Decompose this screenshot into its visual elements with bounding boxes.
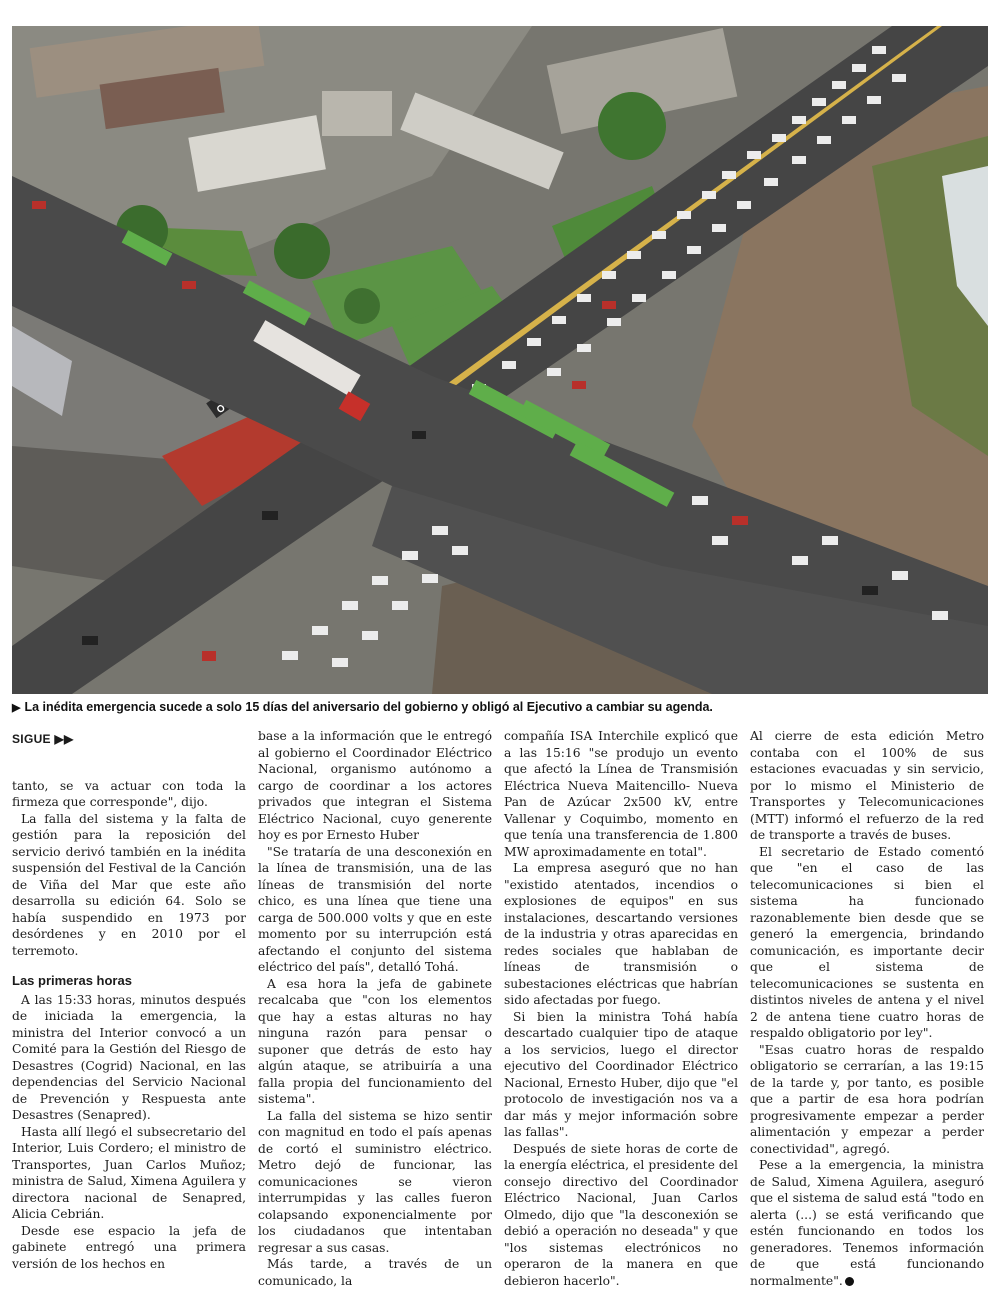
paragraph: "Se trataría de una desconexión en la línea de transmisión, una de las líneas de transmisión del norte chico, es una línea que tiene una carga de 500.000 volts y que en este momento por su interrupción está afectando el conjunto del sistema eléctrico del país", detalló Tohá.	[258, 844, 492, 976]
aerial-photo-illustration	[12, 26, 988, 694]
caption-marker: ▶	[12, 702, 20, 714]
paragraph: La empresa aseguró que no han "existido atentados, incendios o explosiones de equipos" en sus instalaciones, descartando versiones de la industria y otras aparecidas en redes sociales que hablaban de líneas de transmisión o subestaciones eléctricas que habrían sido afectadas por fuego.	[504, 860, 738, 1009]
paragraph	[750, 1157, 984, 1289]
paragraph: Si bien la ministra Tohá había descartado cualquier tipo de ataque a los servicios, luego el director ejecutivo del Coordinador Eléctrico Nacional, Ernesto Huber, dijo que "el protocolo de investigación nos va a dar más y mejor información sobre las fallas".	[504, 1009, 738, 1141]
paragraph: Después de siete horas de corte de la energía eléctrica, el presidente del consejo directivo del Coordinador Eléctrico Nacional, Juan Carlos Olmedo, dijo que "la desconexión se debió a operación no deseada" y que "los sistemas electrónicos no operaron de la manera en que debieron hacerlo".	[504, 1141, 738, 1289]
article-body	[12, 728, 992, 1168]
paragraph: A esa hora la jefa de gabinete recalcaba que "con los elementos que hay a estas alturas no hay ninguna razón para pensar o suponer que detrás de esto hay algún ataque, se atribuiría a una falla propia del funcionamiento del sistema".	[258, 976, 492, 1108]
article-column-4	[750, 728, 984, 1289]
paragraph: "Esas cuatro horas de respaldo obligatorio se cerrarían, a las 19:15 de la tarde y, por tanto, es posible que a partir de esa hora podrían progresivamente empezar a perder alimentación y empezar a perder conectividad", agregó.	[750, 1042, 984, 1158]
sigue-label: SIGUE ▶▶	[12, 731, 246, 748]
aerial-photo	[12, 26, 988, 694]
caption-text: La inédita emergencia sucede a solo 15 días del aniversario del gobierno y obligó al Ejecutivo a cambiar su agenda.	[24, 700, 712, 714]
paragraph: La falla del sistema y la falta de gestión para la reposición del servicio derivó también en la inédita suspensión del Festival de la Canción de Viña del Mar que este año desarrolla su edición 64. Solo se había suspendido en 1973 por desórdenes y en 2010 por el terremoto.	[12, 811, 246, 960]
paragraph-text: Pese a la emergencia, la ministra de Salud, Ximena Aguilera, aseguró que el sistema de salud está "todo en alerta (...) se está verificando que estén funcionando en todos los generadores. Tenemos información de que está funcionando normalmente".	[750, 1158, 984, 1288]
photo-caption	[12, 700, 988, 714]
article-column-3	[504, 728, 738, 1289]
paragraph: tanto, se va actuar con toda la firmeza que corresponde", dijo.	[12, 778, 246, 811]
article-column-1	[12, 728, 246, 1272]
paragraph: A las 15:33 horas, minutos después de iniciada la emergencia, la ministra del Interior convocó a un Comité para la Gestión del Riesgo de Desastres (Cogrid) Nacional, en las dependencias del Servicio Nacional de Prevención y Respuesta ante Desastres (Senapred).	[12, 992, 246, 1124]
paragraph: base a la información que le entregó al gobierno el Coordinador Eléctrico Nacional, organismo autónomo a cargo de coordinar a los actores privados que integran el Sistema Eléctrico Nacional, cuyo generente hoy es por Ernesto Huber	[258, 728, 492, 844]
paragraph: Más tarde, a través de un comunicado, la	[258, 1256, 492, 1289]
paragraph: Al cierre de esta edición Metro contaba con el 100% de sus estaciones evacuadas y sin servicio, por lo mismo el Ministerio de Transportes y Telecomunicaciones (MTT) informó el refuerzo de la red de transporte a través de buses.	[750, 728, 984, 844]
paragraph: Desde ese espacio la jefa de gabinete entregó una primera versión de los hechos en	[12, 1223, 246, 1273]
subheading: Las primeras horas	[12, 973, 246, 990]
paragraph: El secretario de Estado comentó que "en el caso de las telecomunicaciones si bien el sistema ha funcionado razonablemente bien desde que se generó la emergencia, brindando comunicación, es importante decir que el sistema de telecomunicaciones se sustenta en distintos niveles de antena y el nivel 2 de antena tiene cuatro horas de respaldo obligatorio por ley".	[750, 844, 984, 1042]
paragraph: Hasta allí llegó el subsecretario del Interior, Luis Cordero; el ministro de Transportes, Juan Carlos Muñoz; ministra de Salud, Ximena Aguilera y directora nacional de Senapred, Alicia Cebrián.	[12, 1124, 246, 1223]
article-column-2	[258, 728, 492, 1289]
end-of-article-icon	[845, 1277, 854, 1286]
paragraph: La falla del sistema se hizo sentir con magnitud en todo el país apenas de cortó el suministro eléctrico. Metro dejó de funcionar, las comunicaciones se vieron interrumpidas y las calles fueron colapsando exponencialmente por los ciudadanos que intentaban regresar a sus casas.	[258, 1108, 492, 1257]
paragraph: compañía ISA Interchile explicó que a las 15:16 "se produjo un evento que afectó la Línea de Transmisión Eléctrica Nueva Maitencillo- Nueva Pan de Azúcar 2x500 kV, entre Vallenar y Coquimbo, momento en que tenía una transferencia de 1.800 MW aproximadamente en total".	[504, 728, 738, 860]
